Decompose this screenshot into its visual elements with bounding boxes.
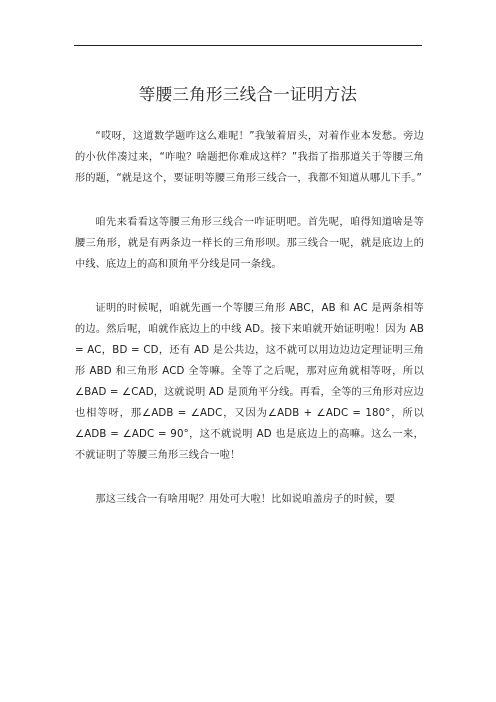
paragraph-2: 咱先来看看这等腰三角形三线合一咋证明吧。首先呢，咱得知道啥是等腰三角形，就是有两条边一样长的三角形呗。那三线合一呢，就是底边上的中线、底边上的高和顶角平分线是同一条线。 [75,217,424,270]
document-body [75,126,424,533]
paragraph-4: 那这三线合一有啥用呢？用处可大啦！比如说咱盖房子的时候，要 [95,494,396,505]
header-rule [74,45,422,46]
paragraph-3: 证明的时候呢，咱就先画一个等腰三角形 ABC，AB 和 AC 是两条相等的边。然后呢，咱就作底边上的中线 AD。接下来咱就开始证明啦！因为 AB = AC，BD = CD，还有 AD 是公共边，这不就可以用边边边定理证明三角形 ABD 和三角形 ACD 全等嘛。全等了之后呢，那对应角就相等呀，所以∠BAD = ∠CAD，这就说明 AD 是顶角平分线。再看，全等的三角形对应边也相等呀，那∠ADB = ∠ADC，又因为∠ADB + ∠ADC = 180°，所以∠ADB = ∠ADC = 90°，这不就说明 AD 也是底边上的高嘛。这么一来，不就证明了等腰三角形三线合一啦！ [75,303,424,461]
paragraph-1: “哎呀，这道数学题咋这么难呢！”我皱着眉头，对着作业本发愁。旁边的小伙伴凑过来，“咋啦？啥题把你难成这样？”我指了指那道关于等腰三角形的题，“就是这个，要证明等腰三角形三线合一，我都不知道从哪儿下手。” [75,131,424,184]
document-title: 等腰三角形三线合一证明方法 [138,85,358,104]
